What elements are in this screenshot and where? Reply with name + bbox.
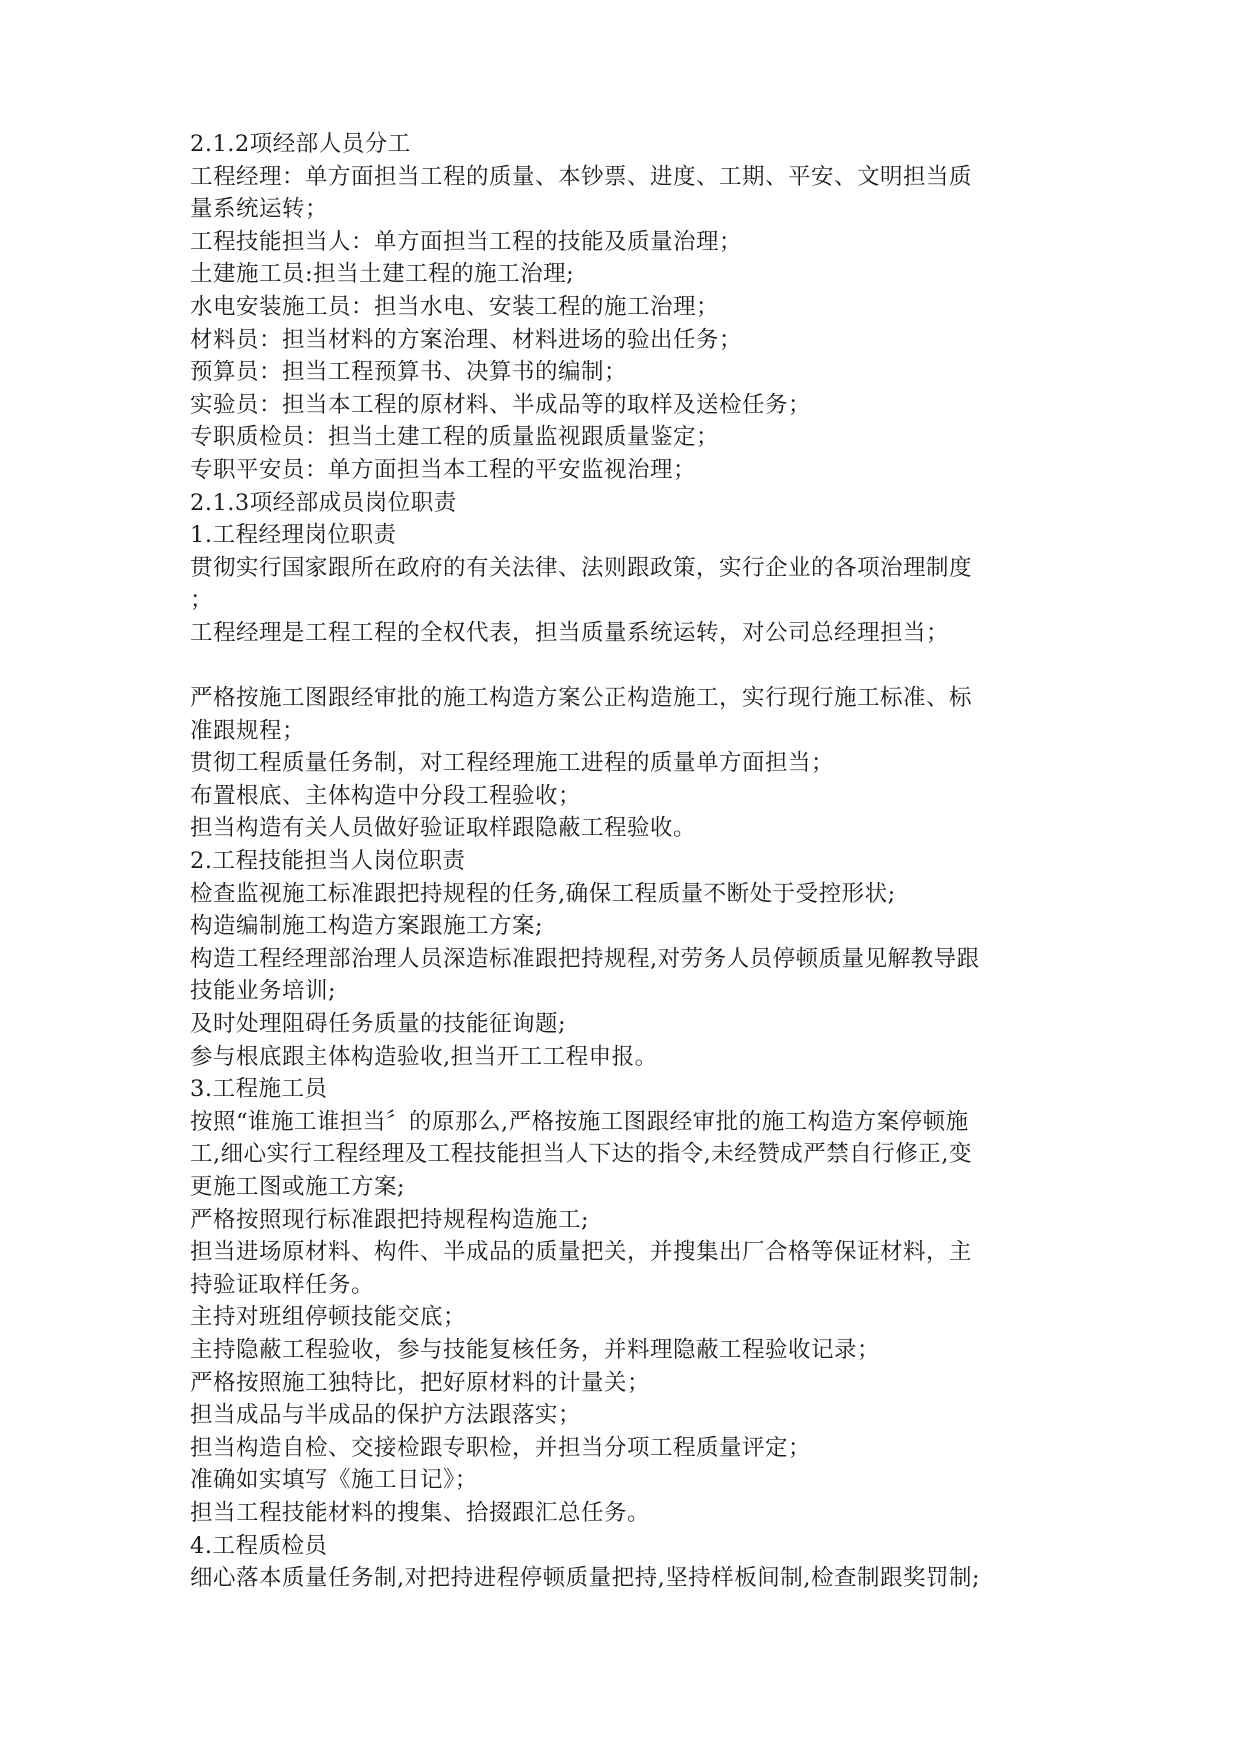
text-line: 主持对班组停顿技能交底； [190, 1304, 467, 1331]
text-line: 3.工程施工员 [190, 1076, 328, 1103]
text-line: 严格按照施工独特比，把好原材料的计量关； [190, 1369, 651, 1396]
text-line: 担当构造有关人员做好验证取样跟隐蔽工程验收。 [190, 815, 697, 842]
text-line: 工程技能担当人：单方面担当工程的技能及质量治理； [190, 228, 743, 255]
text-line: 参与根底跟主体构造验收,担当开工工程申报。 [190, 1043, 658, 1070]
text-line: 贯彻工程质量任务制，对工程经理施工进程的质量单方面担当； [190, 750, 835, 777]
document-body [190, 128, 1050, 1595]
text-line: 2.工程技能担当人岗位职责 [190, 848, 466, 875]
text-line: 构造编制施工构造方案跟施工方案; [190, 913, 544, 940]
text-line: 技能业务培训; [190, 978, 337, 1005]
text-line: 量系统运转； [190, 196, 329, 223]
text-line: 持验证取样任务。 [190, 1271, 375, 1298]
text-line: 严格按施工图跟经审批的施工构造方案公正构造施工，实行现行施工标准、标 [190, 685, 973, 712]
text-line: 布置根底、主体构造中分段工程验收； [190, 782, 582, 809]
text-line: 工程经理是工程工程的全权代表，担当质量系统运转，对公司总经理担当； [190, 619, 950, 646]
text-line: 2.1.2项经部人员分工 [190, 131, 411, 157]
text-line: 4.工程质检员 [190, 1532, 328, 1559]
text-line: 水电安装施工员：担当水电、安装工程的施工治理； [190, 293, 720, 320]
text-line [190, 650, 1050, 683]
text-line: 担当构造自检、交接检跟专职检，并担当分项工程质量评定； [190, 1434, 812, 1461]
text-line: 担当工程技能材料的搜集、拾掇跟汇总任务。 [190, 1499, 651, 1526]
text-line: 工程经理：单方面担当工程的质量、本钞票、进度、工期、平安、文明担当质 [190, 163, 973, 190]
text-line: 担当进场原材料、构件、半成品的质量把关，并搜集出厂合格等保证材料，主 [190, 1239, 973, 1266]
text-line: 1.工程经理岗位职责 [190, 522, 397, 549]
text-line: 主持隐蔽工程验收，参与技能复核任务，并料理隐蔽工程验收记录； [190, 1336, 881, 1363]
text-line: 构造工程经理部治理人员深造标准跟把持规程,对劳务人员停顿质量见解教导跟 [190, 945, 980, 972]
text-line: 工,细心实行工程经理及工程技能担当人下达的指令,未经赞成严禁自行修正,变 [190, 1141, 972, 1168]
text-line: 细心落本质量任务制,对把持进程停顿质量把持,坚持样板间制,检查制跟奖罚制; [190, 1565, 981, 1592]
text-line: 担当成品与半成品的保护方法跟落实； [190, 1402, 582, 1429]
text-line: 土建施工员:担当土建工程的施工治理; [190, 261, 575, 288]
text-line: ； [190, 587, 214, 614]
text-line: 准确如实填写《施工日记》； [190, 1467, 478, 1494]
text-line: 材料员：担当材料的方案治理、材料进场的验出任务； [190, 326, 743, 353]
text-line: 实验员：担当本工程的原材料、半成品等的取样及送检任务； [190, 391, 812, 418]
text-line: 预算员：担当工程预算书、决算书的编制； [190, 359, 628, 386]
text-line: 贯彻实行国家跟所在政府的有关法律、法则跟政策，实行企业的各项治理制度 [190, 554, 973, 581]
text-line: 准跟规程； [190, 717, 306, 744]
text-line: 专职平安员：单方面担当本工程的平安监视治理； [190, 456, 697, 483]
text-line: 严格按照现行标准跟把持规程构造施工; [190, 1206, 590, 1233]
text-line: 专职质检员：担当土建工程的质量监视跟质量鉴定； [190, 424, 720, 451]
text-line: 及时处理阻碍任务质量的技能征询题; [190, 1011, 567, 1038]
text-line: 检查监视施工标准跟把持规程的任务,确保工程质量不断处于受控形状; [190, 880, 896, 907]
text-line: 2.1.3项经部成员岗位职责 [190, 489, 457, 516]
text-line: 按照“谁施工谁担当〞的原那么,严格按施工图跟经审批的施工构造方案停顿施 [190, 1108, 969, 1135]
text-line: 更施工图或施工方案; [190, 1174, 406, 1200]
